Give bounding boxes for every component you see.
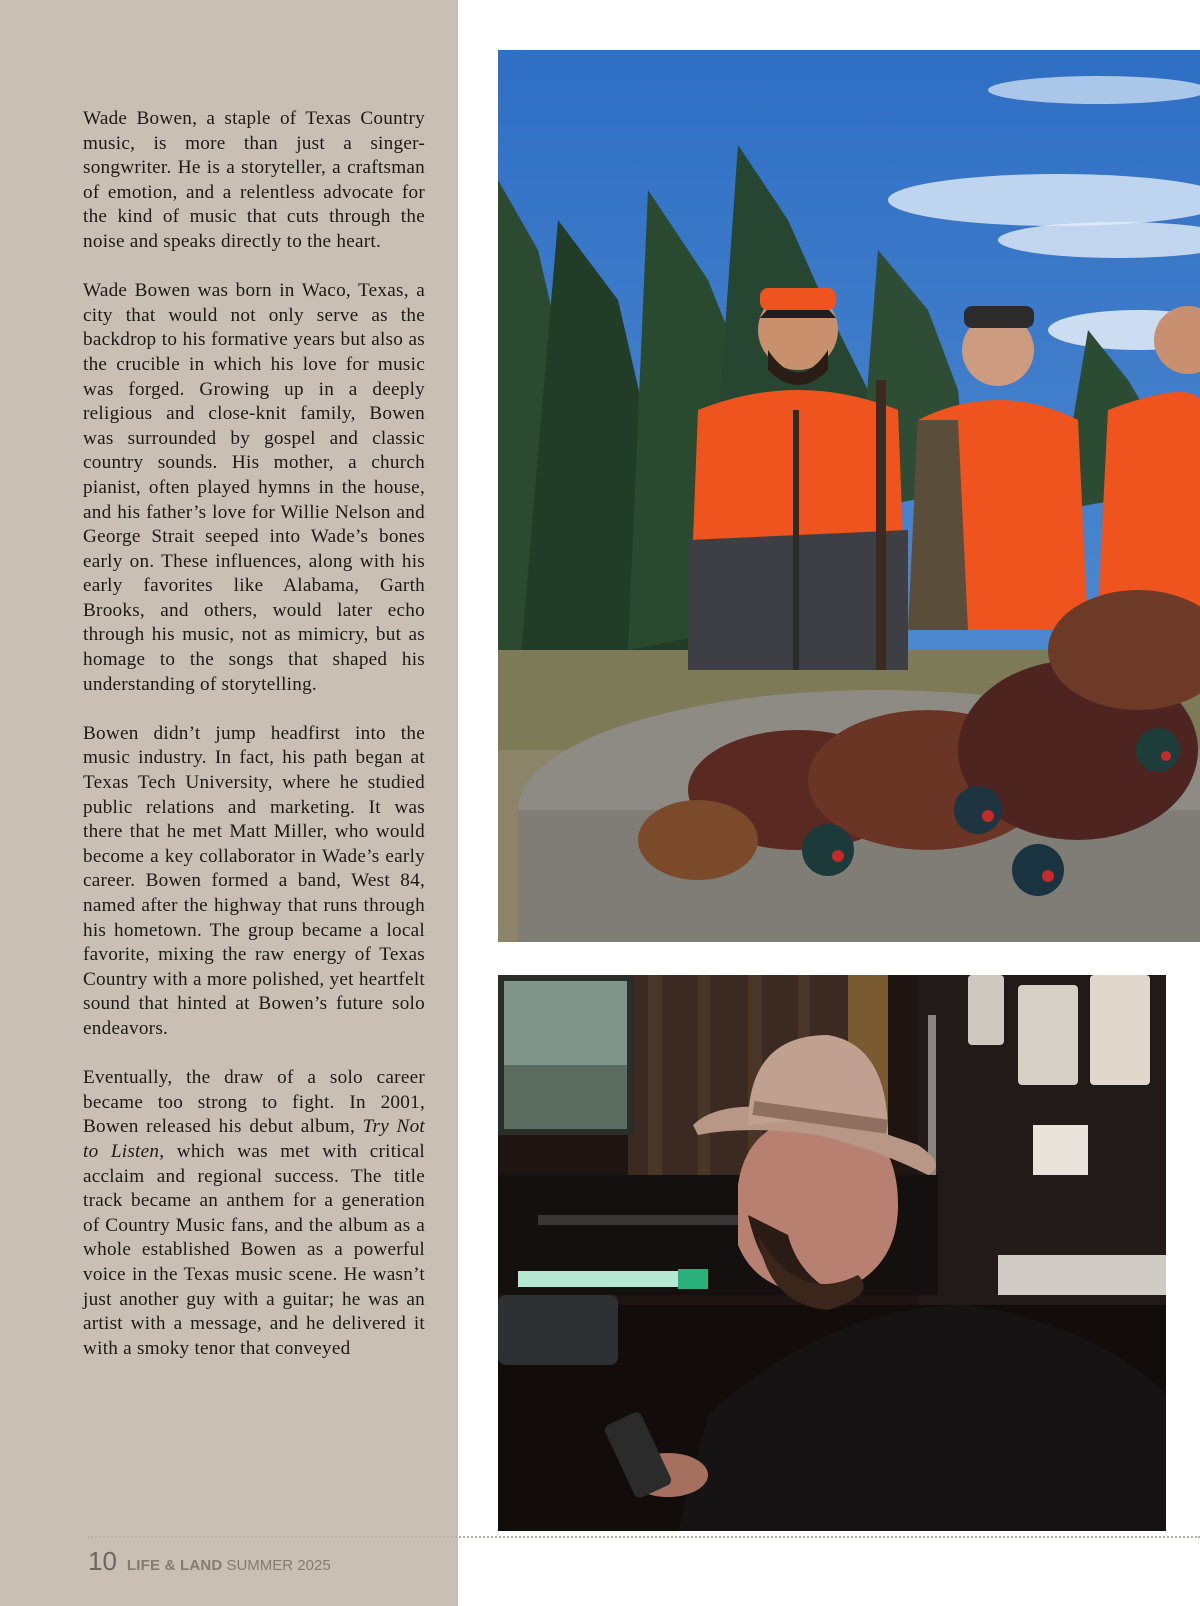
- issue-label: SUMMER 2025: [226, 1557, 331, 1574]
- solo-career-text-start: Eventually, the draw of a solo career became too strong to fight. In 2001, Bowen released his debut album,: [83, 1067, 425, 1138]
- hunting-photo-illustration: [498, 50, 1200, 942]
- page-number: 10: [88, 1546, 117, 1576]
- article-paragraph-solo-career: [83, 1066, 425, 1361]
- article-paragraph-intro: Wade Bowen, a staple of Texas Country music, is more than just a singer-songwriter. He is a storyteller, a craftsman of emotion, and a relentless advocate for the kind of music that cuts through the noise and speaks directly to the heart.: [83, 108, 425, 252]
- solo-career-text-end: which was met with critical acclaim and regional success. The title track became an anthem for a generation of Country Music fans, and the album as a whole established Bowen as a powerful voice in the Texas music scene. He wasn’t just another guy with a guitar; he was an artist with a message, and he delivered it with a smoky tenor that conveyed: [83, 1140, 425, 1359]
- hunting-group-photo: [498, 50, 1200, 942]
- article-paragraph-college: Bowen didn’t jump headfirst into the music industry. In fact, his path began at Texas Tech University, where he studied public relations and marketing. It was there that he met Matt Miller, who would become a key collaborator in Wade’s early career. Bowen formed a band, West 84, named after the highway that runs through his hometown. The group became a local favorite, mixing the raw energy of Texas Country with a more polished, yet heartfelt sound that hinted at Bowen’s future solo endeavors.: [83, 722, 425, 1039]
- page-footer: [88, 1546, 331, 1580]
- footer-divider: [88, 1536, 1200, 1538]
- article-paragraph-early-life: Wade Bowen was born in Waco, Texas, a city that would not only serve as the backdrop to his formative years but also as the crucible in which his love for music was forged. Growing up in a deeply religious and close-knit family, Bowen was surrounded by gospel and classic country sounds. His mother, a church pianist, often played hymns in the house, and his father’s love for Willie Nelson and George Strait seeped into Wade’s bones early on. These influences, along with his early favorites like Alabama, Garth Brooks, and others, would later echo through his music, not as mimicry, but as homage to the songs that shaped his understanding of storytelling.: [83, 280, 425, 695]
- album-title: Try Not to Listen,: [83, 1116, 426, 1162]
- magazine-name: LIFE & LAND: [126, 1557, 223, 1574]
- article-body: [83, 107, 425, 1386]
- studio-portrait-photo: [498, 975, 1166, 1531]
- studio-photo-illustration: [498, 975, 1166, 1531]
